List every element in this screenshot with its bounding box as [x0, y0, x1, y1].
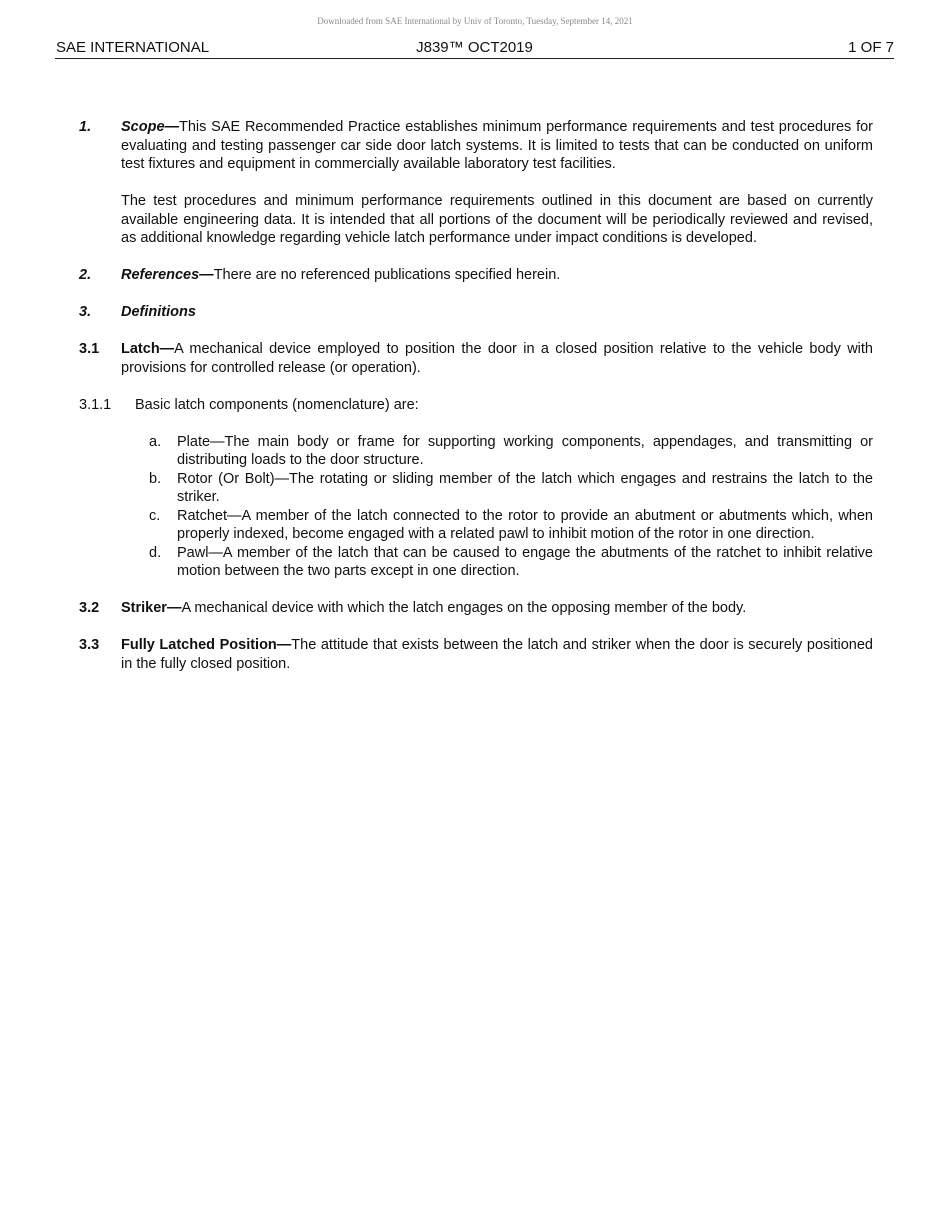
section-text: The attitude that exists between the latch and striker when the door is securely positioned in the fully closed position.: [121, 637, 873, 672]
section-text: Basic latch components (nomenclature) are:: [135, 396, 419, 413]
definition-fully-latched-position: [79, 636, 873, 673]
section-number: 3.1: [79, 341, 100, 357]
section-number: 3.2: [79, 600, 100, 616]
section-title: Latch—: [121, 341, 175, 357]
section-number: 3.: [79, 304, 92, 320]
section-number: 2.: [79, 267, 92, 283]
definition-striker: [79, 599, 873, 618]
section-title: Scope—: [121, 119, 180, 135]
latch-components-list: [79, 433, 873, 581]
list-item-label: a.: [149, 433, 162, 450]
section-scope: [79, 118, 873, 174]
list-item-text: Pawl—A member of the latch that can be caused to engage the abutments of the ratchet to inhibit relative motion between the two parts except in one direction.: [177, 544, 873, 579]
list-item-label: b.: [149, 470, 162, 487]
section-title: Definitions: [121, 304, 196, 320]
section-references: [79, 266, 873, 285]
section-text: A mechanical device employed to position the door in a closed position relative to the vehicle body with provisions for controlled release (or operation).: [121, 341, 873, 376]
download-watermark: Downloaded from SAE International by Univ of Toronto, Tuesday, September 14, 2021: [317, 16, 633, 26]
section-title: Striker—: [121, 600, 182, 616]
section-text: A mechanical device with which the latch engages on the opposing member of the body.: [181, 600, 747, 616]
section-number: 3.3: [79, 637, 100, 653]
list-item: [79, 470, 873, 507]
subsection-latch-components: [79, 396, 873, 415]
section-number: 3.1.1: [79, 396, 112, 413]
list-item-text: Plate—The main body or frame for supporting working components, appendages, and transmitting or distributing loads to the door structure.: [177, 433, 873, 468]
header-page-number: 1 OF 7: [848, 39, 894, 56]
list-item: [79, 433, 873, 470]
section-text: This SAE Recommended Practice establishes minimum performance requirements and test procedures for evaluating and testing passenger car side door latch systems. It is limited to tests that can be conducted on uniform test fixtures and equipment in commercially available laboratory test facilities.: [121, 119, 873, 172]
definition-latch: [79, 340, 873, 377]
section-text: There are no referenced publications specified herein.: [213, 267, 561, 283]
list-item: [79, 544, 873, 581]
list-item-label: d.: [149, 544, 162, 561]
list-item-label: c.: [149, 507, 161, 524]
page-header: [55, 38, 894, 59]
list-item-text: Ratchet—A member of the latch connected to the rotor to provide an abutment or abutments which, when properly indexed, become engaged with a related pawl to inhibit motion of the rotor in one direction.: [177, 507, 873, 542]
section-definitions: [79, 303, 873, 322]
paragraph-text: The test procedures and minimum performance requirements outlined in this document are based on currently available engineering data. It is intended that all portions of the document will be periodically reviewed and revised, as additional knowledge regarding vehicle latch performance under impact conditions is developed.: [121, 193, 873, 246]
list-item: [79, 507, 873, 544]
section-number: 1.: [79, 119, 92, 135]
list-item-text: Rotor (Or Bolt)—The rotating or sliding member of the latch which engages and restrains the latch to the striker.: [177, 470, 873, 505]
section-title: References—: [121, 267, 214, 283]
section-title: Fully Latched Position—: [121, 637, 292, 653]
scope-paragraph-2: [79, 192, 873, 248]
header-document-id: J839™ OCT2019: [416, 39, 533, 56]
header-organization: SAE INTERNATIONAL: [56, 39, 210, 56]
document-body: [79, 118, 873, 692]
